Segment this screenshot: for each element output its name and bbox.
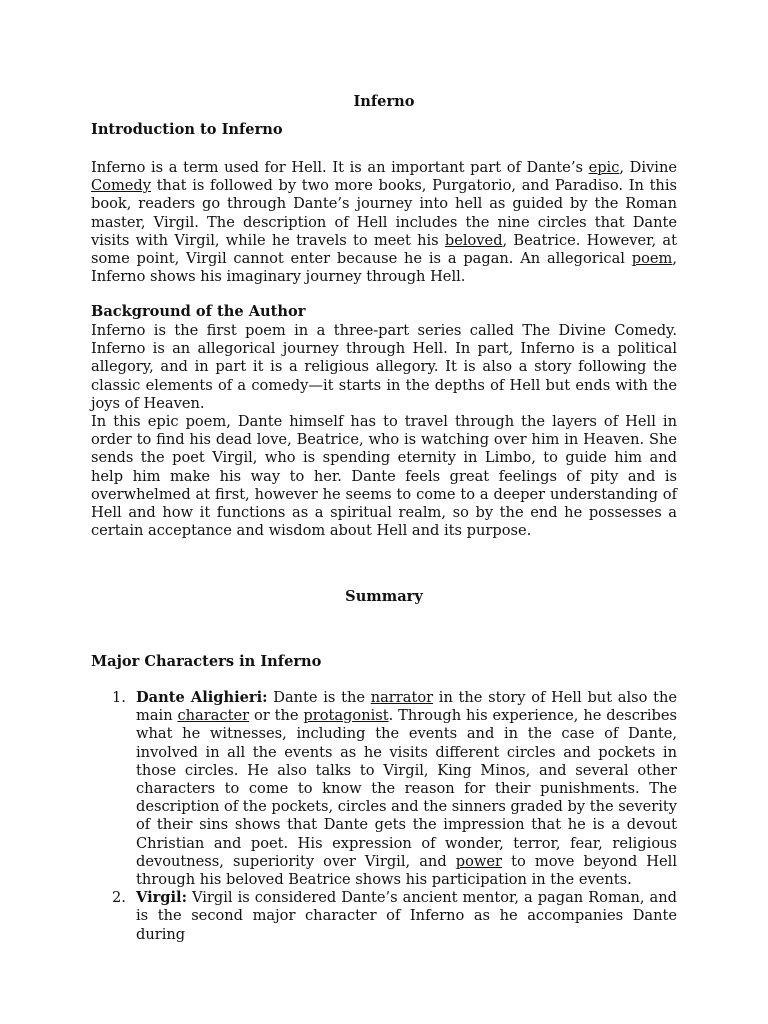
intro-heading: Introduction to Inferno [91,121,283,138]
summary-heading: Summary [345,588,423,605]
link-epic[interactable]: epic [588,159,620,176]
characters-list [91,689,677,944]
link-protagonist[interactable]: protagonist [303,707,389,725]
character-text-3: or the [249,707,304,725]
character-text-5: to move beyond Hell through his beloved Beatrice shows his participation in the events. [136,852,677,889]
character-text-1: Dante is the [267,689,371,706]
character-text-1: Virgil is considered Dante’s ancient mentor, a pagan Roman, and is the second major character of Inferno as he accompanies Dante during [136,889,677,943]
intro-text-c: that is followed by two more books, Purgatorio, and Paradiso. In this book, readers go through Dante’s journey into hell as guided by the Roman master, Virgil. The description of Hell includes the nine circles that Dante visits with Virgil, while he travels to meet his [91,177,677,249]
intro-text-e: , Inferno shows his imaginary journey through Hell. [91,250,677,286]
character-text-2: in the story of Hell but also the main [136,689,677,725]
link-power[interactable]: power [455,852,503,870]
document-title: Inferno [353,93,415,110]
background-paragraph-1: Inferno is the first poem in a three-part series called The Divine Comedy. Inferno is an allegorical journey through Hell. In part, Inferno is a political allegory, and in part it is a religious allegory. It is also a story following the classic elements of a comedy—it starts in the depths of Hell but ends with the joys of Heaven. [91,322,677,412]
link-poem[interactable]: poem [631,250,673,268]
background-heading: Background of the Author [91,303,306,320]
list-number: 1. [112,689,126,706]
link-beloved[interactable]: beloved [444,231,503,249]
list-item [91,889,677,944]
intro-text-d: , Beatrice. However, at some point, Virgil cannot enter because he is a pagan. An allegorical [91,231,677,268]
character-text-4: . Through his experience, he describes what he witnesses, including the events and in the case of Dante, involved in all the events as he visits different circles and pockets in those circles. He also talks to Virgil, King Minos, and several other characters to come to know the reason for their punishments. The description of the pockets, circles and the sinners graded by the severity of their sins shows that Dante gets the impression that he is a devout Christian and poet. His expression of wonder, terror, fear, religious devoutness, superiority over Virgil, and [136,707,678,870]
character-name: Virgil: [136,889,187,907]
link-comedy[interactable]: Comedy [91,177,152,195]
background-paragraph-2: In this epic poem, Dante himself has to travel through the layers of Hell in order to find his dead love, Beatrice, who is watching over him in Heaven. She sends the poet Virgil, who is spending eternity in Limbo, to guide him and help him make his way to her. Dante feels great feelings of pity and is overwhelmed at first, however he seems to come to a deeper understanding of Hell and how it functions as a spiritual realm, so by the end he possesses a certain acceptance and wisdom about Hell and its purpose. [91,413,677,540]
intro-paragraph [91,159,677,286]
link-character[interactable]: character [177,707,250,725]
list-number: 2. [112,889,126,907]
character-name: Dante Alighieri: [136,689,268,706]
intro-text-a: Inferno is a term used for Hell. It is an important part of Dante’s [91,159,589,176]
characters-heading: Major Characters in Inferno [91,653,322,670]
link-narrator[interactable]: narrator [370,689,434,706]
intro-text-b: , Divine [619,159,677,176]
list-item [91,689,677,889]
